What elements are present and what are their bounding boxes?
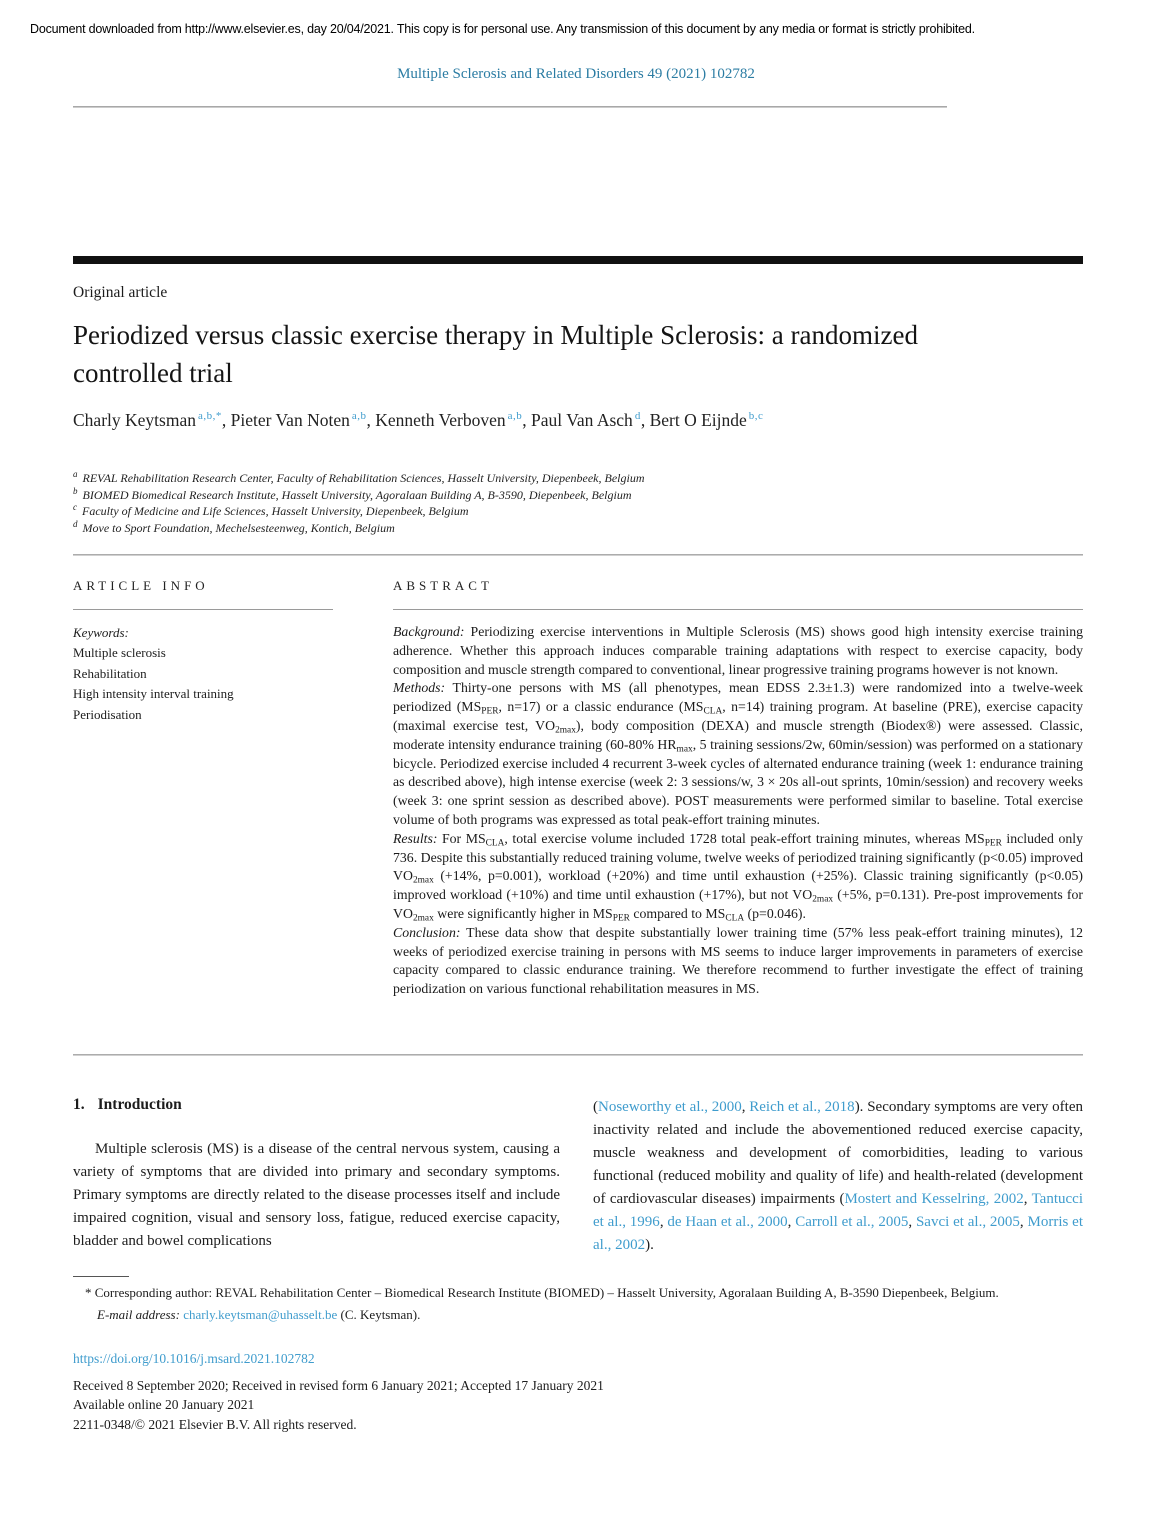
text-run: , n=14) training program. At baseline (PRE), exercise capacity (maximal exercise test, VO [393, 699, 1084, 733]
keyword: Periodisation [73, 706, 142, 722]
footnote-divider [73, 1276, 129, 1277]
text-run: Multiple sclerosis (MS) is a disease of the central nervous system, causing a variety of symptoms that are divided into primary and secondary symptoms. Primary symptoms are directly related to the disease processes itself and include impaired cognition, visual and sensory loss, fatigue, reduced exercise capacity, bladder and bowel complications [73, 1141, 560, 1249]
text-run: For MS [437, 830, 486, 846]
copyright-line: 2211-0348/© 2021 Elsevier B.V. All rights reserved. [73, 1416, 357, 1432]
citation-link[interactable]: Reich et al., 2018 [749, 1099, 855, 1115]
text-run: Thirty-one persons with MS (all phenotypes, mean EDSS 2.3±1.3) were randomized into a twelve-week periodized (MS [393, 680, 1083, 715]
text-run: 2max [412, 875, 434, 886]
article-type-label: Original article [73, 284, 168, 301]
citation-link[interactable]: Carroll et al., 2005 [795, 1214, 909, 1230]
introduction-paragraph [73, 1138, 560, 1253]
citation-link[interactable]: Noseworthy et al., 2000 [598, 1099, 742, 1115]
article-separator-bar [73, 256, 1083, 264]
text-run: PER [612, 913, 630, 924]
text-run: 2max [412, 913, 434, 924]
text-run: ), body composition (DEXA) and muscle strength (Biodex®) were assessed. Classic, moderate intensity endurance training (60-80% HR [393, 717, 1083, 752]
section-divider [73, 554, 1083, 556]
abstract-conclusion [393, 924, 1083, 999]
text-run: , total exercise volume included 1728 total peak-effort training minutes, whereas MS [504, 830, 985, 846]
text-run: E-mail address: [97, 1306, 180, 1322]
abstract-rule [393, 609, 1083, 610]
header-divider [73, 106, 947, 108]
author-name: Bert O Eijnde [649, 410, 747, 430]
text-run: , [1019, 1214, 1028, 1230]
introduction-heading [73, 1096, 560, 1114]
journal-citation-link[interactable]: Multiple Sclerosis and Related Disorders 49 (2021) 102782 [397, 66, 755, 82]
introduction-paragraph-continued [593, 1096, 1083, 1257]
email-line [73, 1305, 1083, 1326]
available-online: Available online 20 January 2021 [73, 1397, 255, 1412]
text-run: , [659, 1214, 668, 1230]
text-run: Methods: [393, 680, 446, 696]
article-title: Periodized versus classic exercise therapy in Multiple Sclerosis: a randomized controlled trial [73, 320, 918, 388]
citation-link[interactable]: Mostert and Kesselring, 2002 [844, 1191, 1024, 1207]
abstract-methods [393, 679, 1083, 829]
text-run: , [741, 1099, 750, 1115]
text-run: (p=0.046). [744, 905, 806, 921]
text-run: ). Secondary symptoms are very often inactivity related and include the abovementioned reduced exercise capacity, muscle weakness and development of comorbidities, leading to various functional (reduced mobility and quality of life) and health-related (development of cardiovascular diseases) impairments ( [593, 1099, 1083, 1207]
keywords-list [73, 643, 333, 725]
footnote [73, 1283, 1083, 1325]
text-run: compared to MS [629, 905, 726, 921]
corresponding-author-note [73, 1283, 1083, 1304]
author-affiliation-marker[interactable]: d [634, 410, 641, 423]
article-info-column [73, 578, 333, 725]
text-run: included only 736. Despite this substantially reduced training volume, twelve weeks of periodized training significantly (p<0.05) improved VO [393, 830, 1084, 884]
keyword: High intensity interval training [73, 686, 234, 701]
text-run: were significantly higher in MS [433, 905, 613, 921]
text-run: (+14%, p=0.001), workload (+20%) and time until exhaustion (+25%). Classic training significantly (p<0.05) improved workload (+10%) and time until exhaustion (+17%), but not VO [393, 868, 1083, 903]
text-run: PER [481, 706, 499, 717]
affiliation-marker: a [73, 469, 78, 479]
affiliation: $^b$ BIOMED Biomedical Research Institute, Hasselt University, Agoralaan Building A, B-3590, Diepenbeek, Belgium [73, 485, 632, 502]
text-run: (C. Keytsman). [337, 1306, 421, 1322]
text-run: 2max [555, 725, 576, 736]
text-run: PER [984, 838, 1002, 849]
affiliation-marker: b [73, 485, 78, 496]
affiliation: $^c$ Faculty of Medicine and Life Sciences, Hasselt University, Diepenbeek, Belgium [73, 502, 469, 518]
received-dates: Received 8 September 2020; Received in revised form 6 January 2021; Accepted 17 January 2021 [73, 1377, 604, 1393]
keyword: Rehabilitation [73, 665, 147, 681]
affiliation-marker: c [73, 502, 77, 512]
text-run: , [1023, 1191, 1032, 1207]
introduction-right-column [593, 1096, 1083, 1257]
author-name: Pieter Van Noten [230, 410, 350, 430]
author-name: Paul Van Asch [531, 410, 633, 430]
author-affiliation-marker[interactable]: a,b,* [197, 410, 222, 423]
text-run: ). [645, 1237, 654, 1253]
affiliation: $^d$ Move to Sport Foundation, Mechelsesteenweg, Kontich, Belgium [73, 518, 395, 535]
text-run: CLA [485, 838, 505, 849]
author-affiliation-marker[interactable]: a,b [351, 410, 367, 423]
text-run: , [787, 1214, 796, 1230]
text-run: Results: [393, 830, 438, 846]
article-info-rule [73, 609, 333, 610]
text-run: 2max [812, 894, 834, 905]
text-run: * Corresponding author: REVAL Rehabilitation Center – Biomedical Research Institute (BIOMED) – Hasselt University, Agoralaan Building A, B-3590 Diepenbeek, Belgium. [85, 1285, 999, 1300]
affiliation: $^a$ REVAL Rehabilitation Research Center, Faculty of Rehabilitation Sciences, Hasselt University, Diepenbeek, Belgium [73, 469, 645, 485]
author-name: Kenneth Verboven [375, 410, 506, 430]
citation-link[interactable]: Tantucci et al., 1996 [593, 1191, 1083, 1230]
citation-link[interactable]: Morris et al., 2002 [593, 1214, 1083, 1253]
text-run: CLA [703, 706, 723, 717]
author-affiliation-marker[interactable]: a,b [507, 410, 523, 423]
publication-footer [73, 1349, 1083, 1434]
keyword: Multiple sclerosis [73, 645, 166, 660]
text-run: , [908, 1214, 916, 1230]
author-list: Charly Keytsman $^{a,b,*}$, Pieter Van Noten $^{a,b}$, Kenneth Verboven $^{a,b}$, Paul Van Asch $^d$, Bert O Eijnde $^{b,c}$ [73, 410, 764, 430]
citation-link[interactable]: de Haan et al., 2000 [667, 1214, 788, 1230]
article-info-header: ARTICLE INFO [73, 578, 209, 593]
text-run: max [676, 744, 693, 755]
abstract-background [393, 623, 1083, 679]
text-run: , 5 training sessions/2w, 60min/session) was performed on a stationary bicycle. Periodized exercise included 4 recurrent 3-week cycles of alternated endurance training (week 1: endurance training as described above), high intense exercise (week 2: 3 sessions/w, 3 × 20s all-out sprints, 10min/session) and recovery weeks (week 3: one sprint session as described above). POST measurements were performed similar to baseline. Total exercise volume of both programs was expressed as total peak-effort training minutes. [393, 736, 1083, 827]
doi-link[interactable]: https://doi.org/10.1016/j.msard.2021.102782 [73, 1351, 315, 1366]
text-run: CLA [725, 913, 745, 924]
citation-link[interactable]: Savci et al., 2005 [915, 1214, 1020, 1230]
abstract-column [393, 578, 1083, 999]
text-run: Periodizing exercise interventions in Multiple Sclerosis (MS) shows good high intensity exercise training adherence. Whether this approach induces comparable training adaptations with respect to exercise capacity, body composition and muscle strength compared to conventional, linear progressive training programs however is not known. [393, 624, 1083, 677]
email-link[interactable]: charly.keytsman@uhasselt.be [183, 1306, 338, 1322]
text-run: ( [593, 1099, 598, 1115]
affiliation-marker: d [73, 518, 78, 529]
section-number: 1. [73, 1096, 85, 1113]
abstract-results [393, 830, 1083, 924]
author-affiliation-marker[interactable]: b,c [748, 410, 764, 423]
keywords-label: Keywords: [73, 625, 129, 640]
author-name: Charly Keytsman [73, 410, 196, 430]
abstract-header: ABSTRACT [393, 578, 493, 593]
abstract-bottom-divider [73, 1054, 1083, 1056]
text-run: Background: [393, 624, 465, 639]
affiliation-list [73, 470, 1083, 536]
text-run: (+5%, p=0.131). Pre-post improvements for VO [393, 887, 1083, 921]
download-notice: Document downloaded from http://www.elsevier.es, day 20/04/2021. This copy is for personal use. Any transmission of this document by any media or format is strictly prohibited. [30, 22, 975, 36]
section-title: Introduction [97, 1096, 182, 1113]
text-run: , n=17) or a classic endurance (MS [498, 699, 704, 715]
introduction-left-column [73, 1096, 560, 1253]
text-run: Conclusion: [393, 924, 461, 940]
text-run: These data show that despite substantially lower training time (57% less peak-effort training minutes), 12 weeks of periodized exercise training in persons with MS seems to induce larger improvements in parameters of exercise capacity compared to classic endurance training. We therefore recommend to further investigate the effect of training periodization on various functional rehabilitation measures in MS. [393, 924, 1083, 997]
